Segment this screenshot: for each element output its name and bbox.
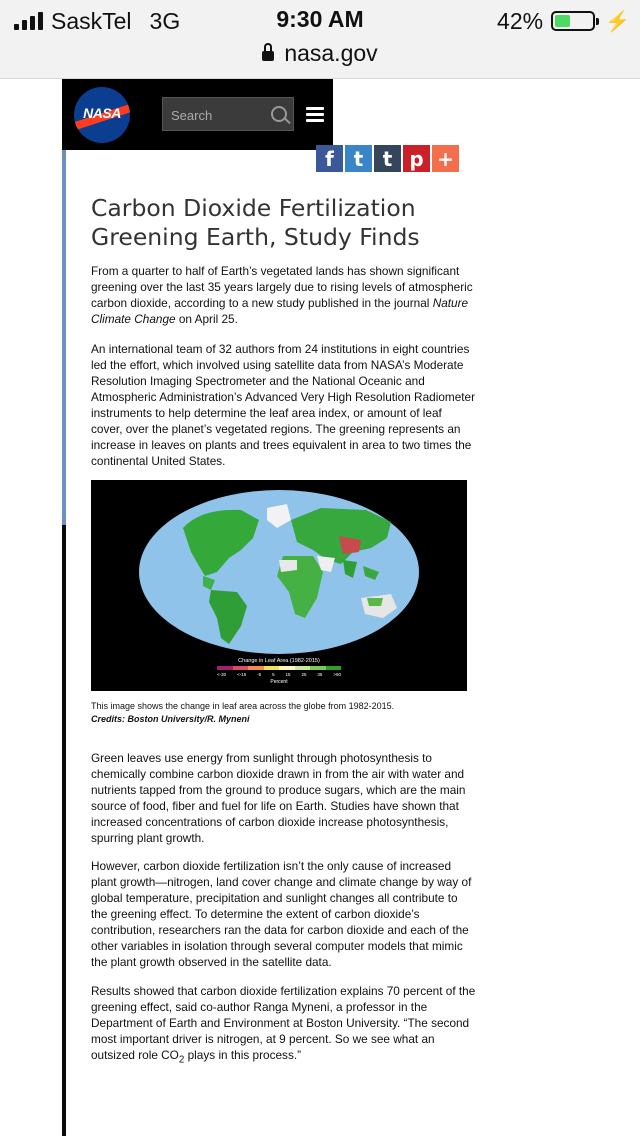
- paragraph-1-end: on April 25.: [175, 312, 238, 326]
- hamburger-menu-icon[interactable]: [306, 107, 324, 121]
- search-icon[interactable]: [271, 106, 287, 122]
- page-left-rule: [62, 150, 66, 525]
- address-domain[interactable]: nasa.gov: [284, 40, 378, 66]
- twitter-share-button[interactable]: t: [345, 145, 372, 172]
- legend-swatch: [248, 666, 264, 670]
- battery-percent: 42%: [497, 7, 544, 34]
- clock: 9:30 AM: [276, 6, 364, 32]
- more-share-button[interactable]: +: [432, 145, 459, 172]
- co2-subscript: 2: [178, 1054, 185, 1066]
- legend-tick: 35: [317, 672, 323, 677]
- legend-tick-labels: [217, 672, 341, 677]
- legend-color-scale: [217, 666, 341, 670]
- legend-swatch: [295, 666, 311, 670]
- charging-bolt-icon: ⚡: [605, 10, 630, 33]
- lock-icon: [262, 51, 274, 61]
- search-input[interactable]: [163, 98, 273, 132]
- legend-title: Change in Leaf Area (1982-2015): [238, 658, 320, 664]
- site-header: [62, 79, 333, 150]
- paragraph-1: [91, 263, 476, 327]
- paragraph-3: Green leaves use energy from sunlight through photosynthesis to chemically combine carbon dioxide drawn in from the air with water and nutrients tapped from the ground to produce sugars, which are the main source of food, fiber and fuel for life on Earth. Studies have shown that increased concentrations of carbon dioxide increase photosynthesis, spurring plant growth.: [91, 751, 466, 845]
- legend-tick: 5: [272, 672, 275, 677]
- network-type: 3G: [149, 7, 181, 34]
- logo-text: NASA: [83, 105, 121, 121]
- legend-tick: <-15: [237, 672, 247, 677]
- carrier-name: SaskTel: [51, 7, 132, 34]
- paragraph-5: [91, 983, 476, 1068]
- journal-name: Nature Climate Change: [91, 296, 469, 326]
- status-right: [497, 6, 630, 36]
- pinterest-share-button[interactable]: p: [403, 145, 430, 172]
- legend-tick: 15: [285, 672, 291, 677]
- status-left: [14, 6, 180, 36]
- search-box[interactable]: [162, 97, 294, 131]
- article-title: [91, 194, 471, 252]
- paragraph-2: An international team of 32 authors from 24 institutions in eight countries led the effort, which involved using satellite data from NASA’s Moderate Resolution Imaging Spectrometer and the National Oceanic and Atmospheric Administration’s Advanced Very High Resolution Radiometer instruments to help determine the leaf area index, or amount of leaf cover, over the planet’s vegetated regions. The greening represents an increase in leaves on plants and trees equivalent in area to two times the continental United States.: [91, 342, 476, 468]
- legend-unit: Percent: [270, 679, 288, 685]
- paragraph-5-text: Results showed that carbon dioxide fertilization explains 70 percent of the greening effect, said co-author Ranga Myneni, a professor in the Department of Earth and Environment at Boston University. “The second most important driver is nitrogen, at 9 percent. So we see what an outsized role CO: [91, 984, 476, 1062]
- share-bar: [316, 145, 459, 172]
- paragraph-4: However, carbon dioxide fertilization isn’t the only cause of increased plant growth—nitrogen, land cover change and climate change by way of global temperature, precipitation and sunlight changes all contribute to the greening effect. To determine the extent of carbon dioxide’s contribution, researchers ran the data for carbon dioxide and each of the other variables in isolation through several computer models that mimic the plant growth observed in the satellite data.: [91, 859, 472, 969]
- facebook-share-button[interactable]: f: [316, 145, 343, 172]
- legend-tick: >50: [333, 672, 341, 677]
- legend-tick: 25: [301, 672, 307, 677]
- paragraph-5-end: plays in this process.”: [184, 1048, 302, 1062]
- battery-icon: [551, 11, 595, 31]
- page-left-edge: [62, 525, 66, 1136]
- leaf-area-map-image: [91, 480, 467, 691]
- signal-strength-icon: [14, 12, 43, 30]
- legend-swatch: [233, 666, 249, 670]
- article-title-line-2: Greening Earth, Study Finds: [91, 223, 420, 251]
- tumblr-share-button[interactable]: t: [374, 145, 401, 172]
- legend-swatch: [217, 666, 233, 670]
- status-bar: [0, 0, 640, 79]
- figure-credit: Credits: Boston University/R. Myneni: [91, 714, 250, 724]
- legend-tick: -5: [257, 672, 262, 677]
- legend-swatch: [279, 666, 295, 670]
- legend-swatch: [310, 666, 326, 670]
- battery-level: [555, 15, 570, 27]
- nasa-logo[interactable]: [74, 87, 130, 143]
- figure-caption: This image shows the change in leaf area across the globe from 1982-2015.: [91, 701, 395, 711]
- legend-swatch: [326, 666, 342, 670]
- article-title-line-1: Carbon Dioxide Fertilization: [91, 194, 416, 222]
- legend-tick: <-30: [217, 672, 227, 677]
- address-bar[interactable]: [0, 40, 640, 67]
- legend-swatch: [264, 666, 280, 670]
- paragraph-1-text: From a quarter to half of Earth’s vegetated lands has shown significant greening over the last 35 years largely due to rising levels of atmospheric carbon dioxide, according to a new study published in the journal: [91, 264, 473, 310]
